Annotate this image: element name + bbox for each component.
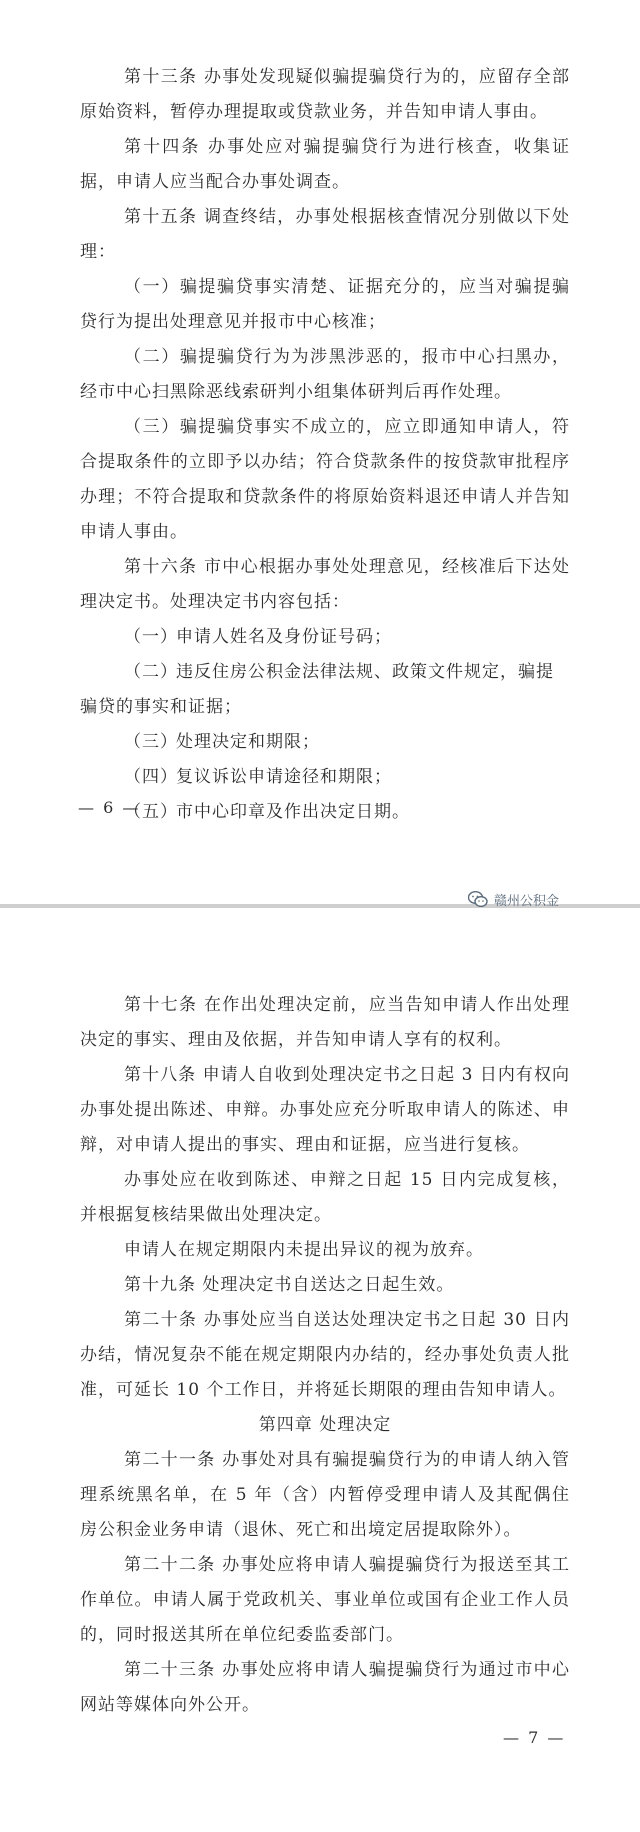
decision-content-item-5: （五）市中心印章及作出决定日期。 [124,802,410,822]
article-20: 第二十条 办事处应当自送达处理决定书之日起 30 日内办结，情况复杂不能在规定期限内办结的，经办事处负责人批准，可延长 10 个工作日，并将延长期限的理由告知申请人。 [80,1310,570,1400]
article-18: 第十八条 申请人自收到处理决定书之日起 3 日内有权向办事处提出陈述、申辩。办事处应充分听取申请人的陈述、申辩，对申请人提出的事实、理由和证据，应当进行复核。 [80,1065,570,1155]
decision-content-item-3: （三）处理决定和期限； [124,732,320,752]
page-number: — 6 — [78,798,141,817]
article-19: 第十九条 处理决定书自送达之日起生效。 [124,1275,455,1295]
decision-content-item-1: （一）申请人姓名及身份证号码； [124,627,392,647]
article-15-item-2: （二）骗提骗贷行为为涉黑涉恶的，报市中心扫黑办，经市中心扫黑除恶线索研判小组集体研判后再作处理。 [80,347,570,402]
article-22: 第二十二条 办事处应将申请人骗提骗贷行为报送至其工作单位。申请人属于党政机关、事业单位或国有企业工作人员的，同时报送其所在单位纪委监委部门。 [80,1555,570,1645]
document-page-6 [0,0,640,904]
page-6-body [0,60,640,830]
article-23: 第二十三条 办事处应将申请人骗提骗贷行为通过市中心网站等媒体向外公开。 [80,1660,570,1715]
wechat-watermark [468,888,559,910]
article-17: 第十七条 在作出处理决定前，应当告知申请人作出处理决定的事实、理由及依据，并告知申请人享有的权利。 [80,995,570,1050]
page-number: — 7 — [503,1728,566,1747]
article-15-item-1: （一）骗提骗贷事实清楚、证据充分的，应当对骗提骗贷行为提出处理意见并报市中心核准； [80,277,570,332]
article-18-waiver: 申请人在规定期限内未提出异议的视为放弃。 [124,1240,484,1260]
chapter-title: 第四章 处理决定 [258,1415,392,1435]
article-18-review: 办事处应在收到陈述、申辩之日起 15 日内完成复核，并根据复核结果做出处理决定。 [80,1170,570,1225]
decision-content-item-4: （四）复议诉讼申请途径和期限； [124,767,392,787]
article-15-item-3: （三）骗提骗贷事实不成立的，应立即通知申请人，符合提取条件的立即予以办结；符合贷款条件的按贷款审批程序办理；不符合提取和贷款条件的将原始资料退还申请人并告知申请人事由。 [80,417,570,542]
article-15: 第十五条 调查终结，办事处根据核查情况分别做以下处理： [80,207,570,262]
wechat-icon [468,891,488,908]
page-7-body [0,988,640,1723]
document-page-7 [0,908,640,1832]
watermark-text: 赣州公积金 [494,893,560,909]
article-13: 第十三条 办事处发现疑似骗提骗贷行为的，应留存全部原始资料，暂停办理提取或贷款业务，并告知申请人事由。 [80,67,570,122]
decision-content-item-2: （二）违反住房公积金法律法规、政策文件规定，骗提骗贷的事实和证据； [80,662,554,717]
article-14: 第十四条 办事处应对骗提骗贷行为进行核查，收集证据，申请人应当配合办事处调查。 [80,137,570,192]
article-16: 第十六条 市中心根据办事处处理意见，经核准后下达处理决定书。处理决定书内容包括： [80,557,570,612]
article-21: 第二十一条 办事处对具有骗提骗贷行为的申请人纳入管理系统黑名单，在 5 年（含）内暂停受理申请人及其配偶住房公积金业务申请（退休、死亡和出境定居提取除外）。 [80,1450,570,1540]
